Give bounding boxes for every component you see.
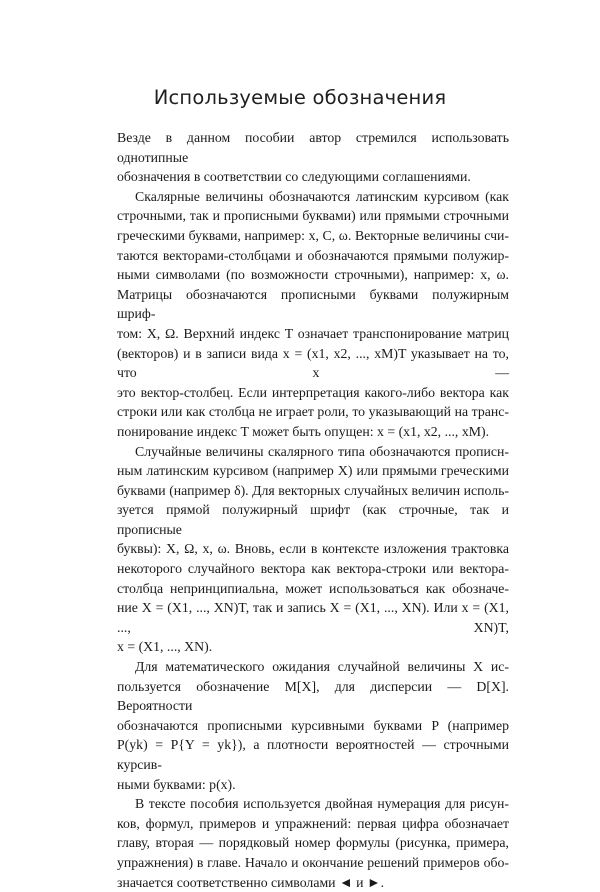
text-line: ными символами (по возможности строчными), например: x, ω.	[117, 267, 509, 283]
text-line: буквами (например δ). Для векторных случайных величин исполь-	[117, 482, 509, 498]
text-line: x = (X1, ..., XN).	[117, 639, 213, 655]
text-line: ков, формул, примеров и упражнений: первая цифра обозначает	[117, 815, 509, 831]
text-line: строки или как столбца не играет роли, то указывающий на транс-	[117, 404, 509, 420]
text-line: Для математического ожидания случайной величины X ис-	[135, 659, 509, 675]
text-line: Матрицы обозначаются прописными буквами полужирным шриф-	[117, 286, 509, 322]
page-title: Используемые обозначения	[153, 86, 447, 109]
text-line: Везде в данном пособии автор стремился использовать однотипные	[117, 130, 509, 165]
paragraph-p5	[117, 794, 509, 892]
text-line: Скалярные величины обозначаются латинским курсивом (как	[135, 188, 509, 204]
paragraph-p2	[117, 187, 509, 442]
text-line: это вектор-столбец. Если интерпретация какого-либо вектора как	[117, 384, 509, 400]
text-line: P(yk) = P{Y = yk}), а плотности вероятностей — строчными курсив-	[117, 737, 509, 772]
text-line: понирование индекс T может быть опущен: x = (x1, x2, ..., xM).	[117, 423, 490, 439]
text-line: главу, вторая — порядковый номер формулы (рисунка, примера,	[117, 835, 509, 851]
text-line: буквы): X, Ω, x, ω. Вновь, если в контексте изложения трактовка	[117, 541, 509, 557]
text-line: пользуется обозначение M[X], для дисперсии — D[X]. Вероятности	[117, 678, 509, 714]
text-line: зуется прямой полужирный шрифт (как строчные, так и прописные	[117, 502, 509, 537]
text-line: столбца непринципиальна, может использоваться как обозначе-	[117, 580, 509, 596]
text-line: упражнения) в главе. Начало и окончание решений примеров обо-	[117, 854, 509, 870]
text-line: ние X = (X1, ..., XN)T, так и запись X = (X1, ..., XN). Или x = (X1, ..., XN)T,	[117, 600, 509, 635]
text-line: ными буквами: p(x).	[117, 776, 236, 792]
text-line: Случайные величины скалярного типа обозначаются прописн-	[135, 443, 509, 459]
body-text	[117, 128, 509, 892]
text-line: значается соответственно символами ◄ и ►.	[117, 874, 385, 890]
text-line: (векторов) и в записи вида x = (x1, x2, ..., xM)T указывает на то, что x —	[117, 345, 509, 381]
text-line: греческими буквами, например: x, C, ω. Векторные величины счи-	[117, 227, 509, 243]
text-line: В тексте пособия используется двойная нумерация для рисун-	[135, 796, 509, 812]
paragraph-p3	[117, 442, 509, 658]
text-line: строчными, так и прописными буквами) или прямыми строчными	[117, 208, 509, 224]
text-line: том: X, Ω. Верхний индекс T означает транспонирование матриц	[117, 325, 509, 341]
text-line: обозначаются прописными курсивными буквами P (например	[117, 717, 509, 733]
text-line: обозначения в соответствии со следующими соглашениями.	[117, 169, 471, 185]
text-line: ным латинским курсивом (например X) или прямыми греческими	[117, 463, 509, 479]
paragraph-p4	[117, 657, 509, 794]
text-line: некоторого случайного вектора как вектора-строки или вектора-	[117, 561, 509, 577]
paragraph-p1	[117, 128, 509, 187]
text-line: таются векторами-столбцами и обозначаются прямыми полужир-	[117, 247, 509, 263]
